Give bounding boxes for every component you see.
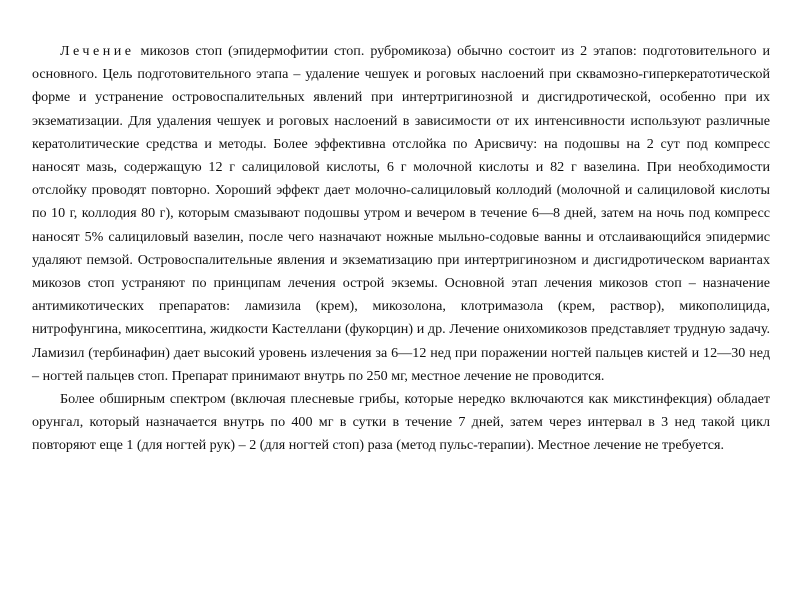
paragraph-2-text: Более обширным спектром (включая плесневые грибы, которые нередко включаются как микстинфекция) обладает орунгал, который назначается внутрь по 400 мг в сутки в течение 7 дней, затем через интервал в 3 нед такой цикл повторяют еще 1 (для ногтей рук) – 2 (для ногтей стоп) раза (метод пульс-терапии). Местное лечение не требуется. [32,391,770,454]
paragraph-treatment [32,40,770,388]
document-page [32,40,770,458]
lead-word: Лечение [60,43,135,59]
paragraph-orungal [32,388,770,458]
paragraph-1-text: микозов стоп (эпидермофитии стоп. рубромикоза) обычно состоит из 2 этапов: подготовительного и основного. Цель подготовительного этапа – удаление чешуек и роговых наслоений при сквамозно-гиперкератотической форме и устранение островоспалительных явлений при интертригинозной и дисгидротической, особенно при их экзематизации. Для удаления чешуек и роговых наслоений в зависимости от их интенсивности используют различные кератолитические средства и методы. Более эффективна отслойка по Арисвичу: на подошвы на 2 сут под компресс наносят мазь, содержащую 12 г салициловой кислоты, 6 г молочной кислоты и 82 г вазелина. При необходимости отслойку проводят повторно. Хороший эффект дает молочно-салициловый коллодий (молочной и салициловой кислоты по 10 г, коллодия 80 г), которым смазывают подошвы утром и вечером в течение 6—8 дней, затем на ночь под компресс наносят 5% салициловый вазелин, после чего назначают ножные мыльно-содовые ванны и отслаивающийся эпидермис удаляют пемзой. Островоспалительные явления и экзематизацию при интертригинозном и дисгидротическом вариантах микозов стоп устраняют по принципам лечения острой экземы. Основной этап лечения микозов стоп – назначение антимикотических препаратов: ламизила (крем), микозолона, клотримазола (крем, раствор), микополицида, нитрофунгина, микосептина, жидкости Кастеллани (фукорцин) и др. Лечение онихомикозов представляет трудную задачу. Ламизил (тербинафин) дает высокий уровень излечения за 6—12 нед при поражении ногтей пальцев кистей и 12—30 нед – ногтей пальцев стоп. Препарат принимают внутрь по 250 мг, местное лечение не проводится. [32,43,770,384]
